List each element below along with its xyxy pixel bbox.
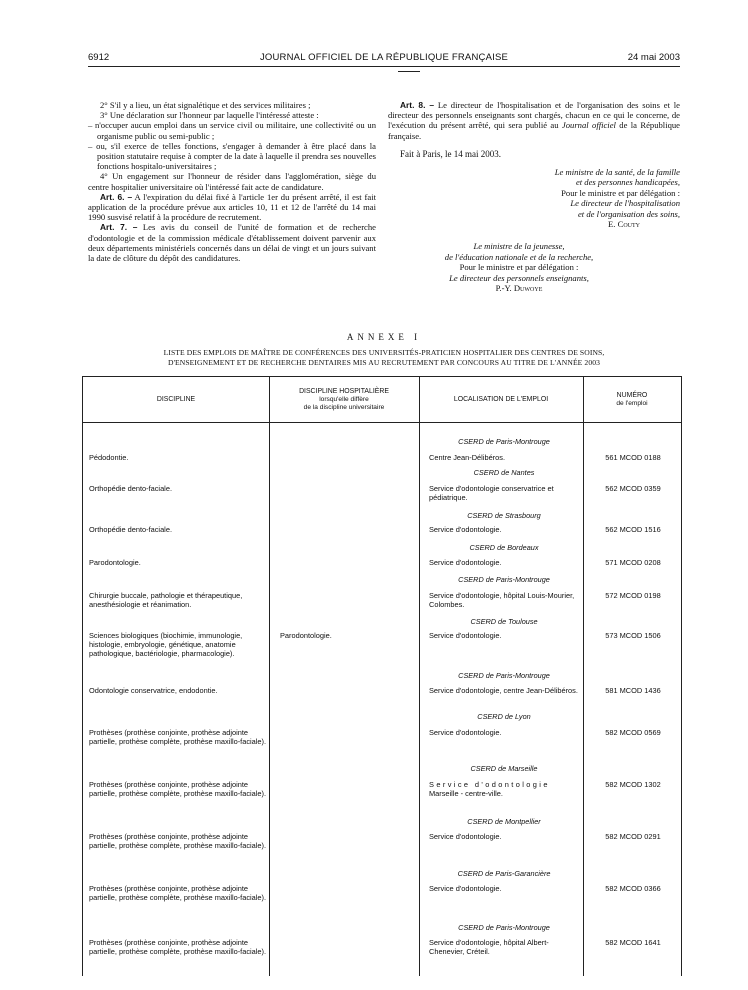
row-numero: 571 MCOD 0208: [605, 558, 661, 567]
row-numero: 581 MCOD 1436: [605, 686, 661, 695]
article-8-text-1: Le directeur de l'hospitalisation et de l'organisation des soins et le directeur des personnels enseignants sont chargés, chacun en ce qui le concerne, de l'exécution du présent arrêté, qui sera publié au: [388, 100, 680, 131]
row-localisation: Service d'odontologie conservatrice et pédiatrique.: [429, 484, 554, 503]
row-city: CSERD de Lyon: [477, 712, 531, 721]
article-8-journal: Journal officiel: [561, 120, 616, 131]
row-discipline: Prothèses (prothèse conjointe, prothèse adjointe partielle, prothèse complète, prothèse maxillo-faciale).: [89, 884, 267, 903]
done-at-paris: Fait à Paris, le 14 mai 2003.: [400, 148, 501, 159]
annexe-subtitle-line-1: LISTE DES EMPLOIS DE MAÎTRE DE CONFÉRENCES DES UNIVERSITÉS-PRATICIEN HOSPITALIER DES CENTRES DE SOINS,: [163, 348, 605, 357]
row-numero: 582 MCOD 0291: [605, 832, 661, 841]
right-column: [388, 100, 680, 293]
row-numero: 582 MCOD 0569: [605, 728, 661, 737]
header-mark: [398, 71, 420, 72]
sig2-name: P.-Y. Duwoye: [495, 283, 543, 294]
row-localisation: Service d'odontologie, hôpital Louis-Mourier, Colombes.: [429, 591, 575, 610]
num-header-sub: de l'emploi: [616, 399, 648, 407]
article-6-text: A l'expiration du délai fixé à l'article 1er du présent arrêté, il est fait application de la procédure prévue aux articles 10, 11 et 12 de l'arrêté du 14 mai 1990 susvisé relatif à la procédure de recrutement.: [88, 191, 376, 223]
article-7-text: Les avis du conseil de l'unité de formation et de recherche d'odontologie et de la commission médicale d'établissement doivent parvenir aux deux départements ministériels concernés dans un délai de vingt et un jours suivant la date de clôture du dépôt des candidatures.: [88, 222, 376, 264]
item-4: 4° Un engagement sur l'honneur de résider dans l'agglomération, siège du centre hospitalier universitaire où l'intéressé fait acte de candidature.: [88, 171, 376, 192]
article-8: [388, 100, 680, 141]
journal-title: JOURNAL OFFICIEL DE LA RÉPUBLIQUE FRANÇAISE: [259, 52, 509, 63]
row-numero: 573 MCOD 1506: [605, 631, 661, 640]
row-city: CSERD de Paris-Montrouge: [458, 923, 550, 932]
article-6: [88, 192, 376, 223]
row-discipline: Orthopédie dento-faciale.: [89, 525, 172, 534]
issue-date: 24 mai 2003: [627, 52, 680, 63]
row-localisation: Service d'odontologie.: [429, 728, 502, 737]
row-discipline: Prothèses (prothèse conjointe, prothèse adjointe partielle, prothèse complète, prothèse maxillo-faciale).: [89, 832, 267, 851]
row-numero: 582 MCOD 1641: [605, 938, 661, 947]
row-localisation: Centre Jean-Délibéros.: [429, 453, 505, 462]
article-8-text-2: de la République française.: [388, 120, 680, 141]
column-divider-3: [583, 377, 584, 976]
row-city: CSERD de Paris-Montrouge: [458, 437, 550, 446]
article-7: [88, 222, 376, 263]
row-discipline: Prothèses (prothèse conjointe, prothèse adjointe partielle, prothèse complète, prothèse maxillo-faciale).: [89, 780, 267, 799]
num-header-main: NUMÉRO: [616, 391, 648, 399]
row-discipline: Chirurgie buccale, pathologie et thérapeutique, anesthésiologie et réanimation.: [89, 591, 243, 610]
item-3: 3° Une déclaration sur l'honneur par laquelle l'intéressé atteste :: [100, 110, 319, 121]
row-localisation-line-2: Marseille - centre-ville.: [429, 789, 503, 799]
row-numero: 582 MCOD 0366: [605, 884, 661, 893]
row-city: CSERD de Toulouse: [470, 617, 538, 626]
sig1-line1: Le ministre de la santé, de la famille: [554, 167, 680, 178]
page-header: [88, 52, 680, 66]
sig2-line4: Le directeur des personnels enseignants,: [449, 272, 589, 283]
annexe-subtitle: [88, 348, 680, 367]
sig2-line3: Pour le ministre et par délégation :: [459, 262, 579, 273]
row-discipline: Pédodontie.: [89, 453, 129, 462]
row-numero: 561 MCOD 0188: [605, 453, 661, 462]
row-discipline: Sciences biologiques (biochimie, immunologie, histologie, embryologie, génétique, anatomie pathologique, bactériologie, pharmacologie).: [89, 631, 243, 659]
item-2: 2° S'il y a lieu, un état signalétique et des services militaires ;: [100, 100, 311, 110]
sig2-line2: de l'éducation nationale et de la recherche,: [444, 251, 594, 262]
column-divider-2: [419, 377, 420, 976]
header-rule: [88, 66, 680, 67]
hosp-header-sub1: lorsqu'elle diffère: [319, 395, 369, 403]
header-divider: [83, 422, 681, 423]
sig1-name: E. Couty: [608, 219, 640, 230]
sig1-line5: et de l'organisation des soins,: [577, 208, 680, 219]
hosp-header-main: DISCIPLINE HOSPITALIÈRE: [299, 387, 389, 395]
column-header-hospital-discipline: [269, 377, 419, 422]
row-numero: 572 MCOD 0198: [605, 591, 661, 600]
article-7-label: Art. 7. –: [100, 222, 138, 233]
row-localisation: Service d'odontologie, centre Jean-Délibéros.: [429, 686, 578, 695]
row-city: CSERD de Marseille: [470, 764, 538, 773]
column-header-localisation: LOCALISATION DE L'EMPLOI: [453, 395, 549, 403]
sig1-line3: Pour le ministre et par délégation :: [561, 187, 680, 198]
row-localisation: Service d'odontologie, hôpital Albert-Chenevier, Créteil.: [429, 938, 549, 957]
row-city: CSERD de Nantes: [473, 468, 535, 477]
left-column: [88, 100, 376, 263]
row-discipline: Prothèses (prothèse conjointe, prothèse adjointe partielle, prothèse complète, prothèse maxillo-faciale).: [89, 938, 267, 957]
row-localisation: Service d'odontologie.: [429, 832, 502, 841]
dash-item-1: – n'occuper aucun emploi dans un service civil ou militaire, une collectivité ou un organisme public ou semi-public ;: [88, 120, 376, 141]
row-localisation: Service d'odontologie.: [429, 631, 502, 640]
row-city: CSERD de Paris-Garancière: [457, 869, 551, 878]
sig1-line4: Le directeur de l'hospitalisation: [570, 198, 680, 209]
row-discipline: Orthopédie dento-faciale.: [89, 484, 172, 493]
row-numero: 582 MCOD 1302: [605, 780, 661, 789]
annexe-subtitle-line-2: D'ENSEIGNEMENT ET DE RECHERCHE DENTAIRES MIS AU RECRUTEMENT PAR CONCOURS AU TITRE DE L'ANNÉE 2003: [167, 357, 601, 367]
row-numero: 562 MCOD 1516: [605, 525, 661, 534]
annexe-title: ANNEXE I: [346, 332, 422, 342]
row-localisation-line-1: Service d'odontologie: [429, 780, 550, 789]
row-city: CSERD de Paris-Montrouge: [458, 671, 550, 680]
hospital-discipline-value: Parodontologie.: [280, 631, 332, 640]
row-localisation: Service d'odontologie.: [429, 525, 502, 534]
row-localisation: Service d'odontologie.: [429, 884, 502, 893]
hosp-header-sub2: de la discipline universitaire: [303, 403, 385, 411]
row-discipline: Odontologie conservatrice, endodontie.: [89, 686, 218, 695]
page-number: 6912: [88, 52, 110, 63]
article-8-label: Art. 8. –: [400, 100, 435, 110]
column-header-numero: [583, 377, 681, 422]
row-localisation: [429, 780, 579, 798]
row-city: CSERD de Bordeaux: [469, 543, 539, 552]
article-6-label: Art. 6. –: [100, 191, 133, 202]
column-header-discipline: DISCIPLINE: [156, 395, 196, 403]
row-numero: 562 MCOD 0359: [605, 484, 661, 493]
signature-block-2: [388, 241, 680, 293]
recruitment-table: [82, 376, 682, 976]
row-city: CSERD de Strasbourg: [467, 511, 541, 520]
row-localisation: Service d'odontologie.: [429, 558, 502, 567]
sig2-line1: Le ministre de la jeunesse,: [473, 241, 565, 252]
signature-block-1: [388, 167, 680, 229]
row-discipline: Parodontologie.: [89, 558, 141, 567]
row-city: CSERD de Montpellier: [467, 817, 541, 826]
row-discipline: Prothèses (prothèse conjointe, prothèse adjointe partielle, prothèse complète, prothèse maxillo-faciale).: [89, 728, 267, 747]
row-city: CSERD de Paris-Montrouge: [458, 575, 550, 584]
dash-item-2: – ou, s'il exerce de telles fonctions, s'engager à demander à être placé dans la position statutaire requise à compter de la date à laquelle il prendra ses nouvelles fonctions hospitalo-universitaires ;: [88, 140, 376, 172]
sig1-line2: et des personnes handicapées,: [575, 177, 680, 188]
